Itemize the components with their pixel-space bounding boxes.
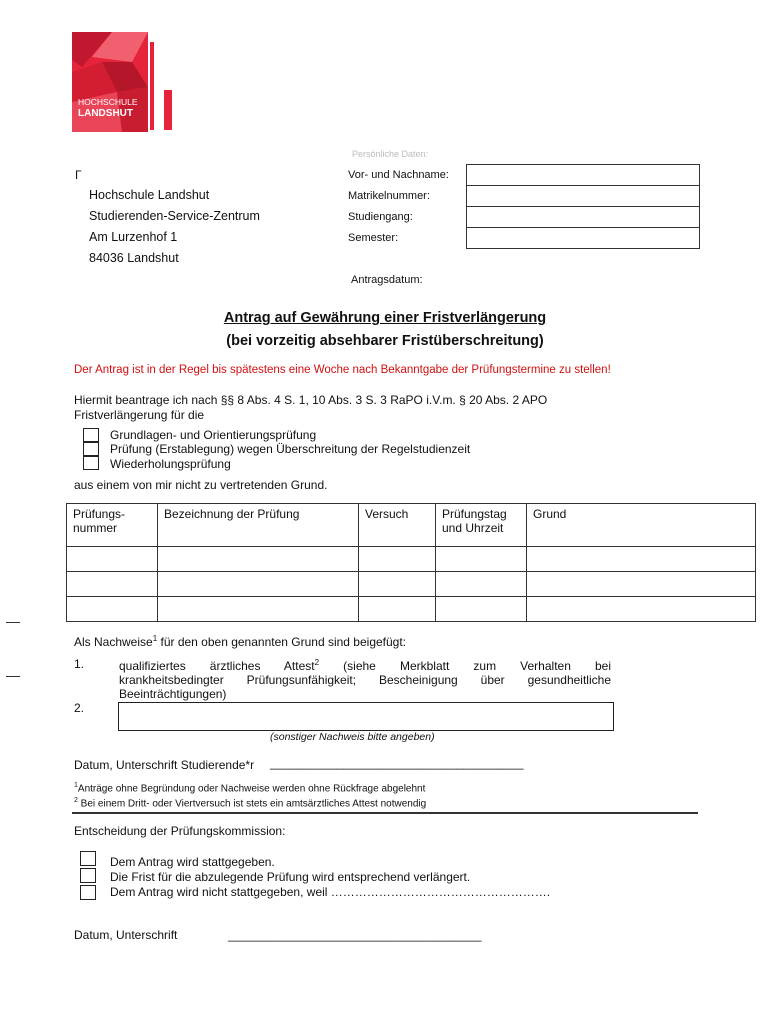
hochschule-landshut-logo: [72, 32, 174, 132]
header-exam-date-line2: und Uhrzeit: [442, 521, 504, 535]
table-cell[interactable]: [527, 597, 756, 622]
checkbox-extended[interactable]: [80, 868, 96, 883]
checkbox-rejected[interactable]: [80, 885, 96, 900]
decision-option-approved: Dem Antrag wird stattgegeben.: [110, 855, 275, 869]
evidence-item1-line1: [119, 656, 611, 673]
checkbox-orientation-exam[interactable]: [83, 428, 99, 442]
request-line-2: Fristverlängerung für die: [74, 408, 205, 422]
personal-row-semester: [344, 228, 700, 249]
header-exam-title: Bezeichnung der Prüfung: [158, 504, 359, 547]
table-row: [67, 597, 756, 622]
table-cell[interactable]: [158, 572, 359, 597]
fold-mark-1: [6, 622, 20, 623]
address-line-3: Am Lurzenhof 1: [89, 230, 178, 244]
evidence-item1-footnote-ref: 2: [314, 658, 320, 667]
address-corner-mark: Γ: [75, 168, 82, 182]
commission-signature-line[interactable]: ______________________________________: [228, 928, 482, 942]
decision-option-extended: Die Frist für die abzulegende Prüfung wird entsprechend verlängert.: [110, 870, 471, 884]
header-exam-number-line1: Prüfungs-: [73, 507, 126, 521]
logo-text-1: HOCHSCHULE: [78, 97, 138, 107]
table-row: [67, 572, 756, 597]
option-first-attempt: Prüfung (Erstablegung) wegen Überschreitung der Regelstudienzeit: [110, 442, 471, 456]
table-cell[interactable]: [158, 597, 359, 622]
header-exam-date-line1: Prüfungstag: [442, 507, 507, 521]
matrikel-label: Matrikelnummer:: [348, 190, 430, 202]
studiengang-label: Studiengang:: [348, 211, 413, 223]
studiengang-field[interactable]: [467, 207, 700, 228]
evidence-item1-text: [119, 656, 611, 701]
form-title: Antrag auf Gewährung einer Fristverlängerung: [223, 310, 547, 326]
evidence-item2-number: 2.: [74, 701, 85, 715]
checkbox-approved[interactable]: [80, 851, 96, 866]
checkbox-repeat-exam[interactable]: [83, 456, 99, 470]
decision-title: Entscheidung der Prüfungskommission:: [74, 824, 286, 838]
evidence-intro-text: Als Nachweise: [74, 635, 153, 649]
footnote-2-number: 2: [74, 797, 78, 804]
personal-row-matrikel: [344, 186, 700, 207]
evidence-intro-footnote-ref: 1: [152, 634, 158, 643]
table-row: [67, 547, 756, 572]
name-field[interactable]: [467, 165, 700, 186]
application-date-label: Antragsdatum:: [351, 274, 423, 286]
evidence-item1-line2: krankheitsbedingter Prüfungsunfähigkeit; Bescheinigung über gesundheitliche: [119, 673, 611, 687]
personal-row-name: [344, 165, 700, 186]
deadline-notice: Der Antrag ist in der Regel bis spätestens eine Woche nach Bekanntgabe der Prüfungstermine zu stellen!: [74, 364, 611, 376]
decision-option-rejected: Dem Antrag wird nicht stattgegeben, weil ……………………………………………….: [110, 885, 551, 899]
student-signature-line[interactable]: ______________________________________: [270, 756, 524, 770]
personal-data-header: Persönliche Daten:: [352, 149, 429, 159]
header-reason: Grund: [527, 504, 756, 547]
evidence-item1-line1-a: qualifiziertes ärztliches Attest: [119, 659, 315, 673]
table-cell[interactable]: [436, 572, 527, 597]
table-cell[interactable]: [158, 547, 359, 572]
header-exam-number-line2: nummer: [73, 521, 118, 535]
form-subtitle: (bei vorzeitig absehbarer Fristüberschreitung): [226, 333, 544, 349]
option-repeat-exam: Wiederholungsprüfung: [110, 457, 231, 471]
table-cell[interactable]: [67, 547, 158, 572]
exam-table: [66, 503, 756, 622]
evidence-intro-text-2: für den oben genannten Grund sind beigefügt:: [157, 635, 407, 649]
logo-text-2: LANDSHUT: [78, 108, 133, 119]
table-cell[interactable]: [359, 547, 436, 572]
header-attempt: Versuch: [359, 504, 436, 547]
student-signature-label: Datum, Unterschrift Studierende*r: [74, 758, 255, 772]
reason-text: aus einem von mir nicht zu vertretenden Grund.: [74, 478, 328, 492]
table-cell[interactable]: [67, 572, 158, 597]
personal-row-studiengang: [344, 207, 700, 228]
evidence-intro: [74, 634, 406, 649]
footnote-1-number: 1: [74, 782, 78, 789]
table-cell[interactable]: [359, 597, 436, 622]
request-line-1: Hiermit beantrage ich nach §§ 8 Abs. 4 S. 1, 10 Abs. 3 S. 3 RaPO i.V.m. § 20 Abs. 2 APO: [74, 393, 548, 407]
header-exam-date: [436, 504, 527, 547]
other-evidence-input[interactable]: [118, 702, 614, 731]
footnote-2-text: Bei einem Dritt- oder Viertversuch ist stets ein amtsärztliches Attest notwendig: [77, 798, 427, 810]
table-cell[interactable]: [527, 572, 756, 597]
table-cell[interactable]: [436, 597, 527, 622]
exam-table-header: [67, 504, 756, 547]
evidence-item1-number: 1.: [74, 657, 85, 671]
footnote-1-text: Anträge ohne Begründung oder Nachweise werden ohne Rückfrage abgelehnt: [77, 783, 426, 795]
checkbox-first-attempt[interactable]: [83, 442, 99, 456]
matrikel-field[interactable]: [467, 186, 700, 207]
table-cell[interactable]: [359, 572, 436, 597]
semester-label: Semester:: [348, 232, 399, 244]
table-cell[interactable]: [67, 597, 158, 622]
footnote-1: [74, 782, 425, 794]
personal-data-table: [344, 164, 700, 249]
option-orientation-exam: Grundlagen- und Orientierungsprüfung: [110, 428, 317, 442]
evidence-item1-line3: Beeinträchtigungen): [119, 687, 227, 701]
other-evidence-caption: (sonstiger Nachweis bitte angeben): [270, 731, 435, 743]
table-cell[interactable]: [527, 547, 756, 572]
address-line-1: Hochschule Landshut: [89, 188, 210, 202]
evidence-item1-line1-b: (siehe Merkblatt zum Verhalten bei: [319, 659, 611, 673]
commission-signature-label: Datum, Unterschrift: [74, 928, 178, 942]
fold-mark-2: [6, 676, 20, 677]
address-line-2: Studierenden-Service-Zentrum: [89, 209, 260, 223]
semester-field[interactable]: [467, 228, 700, 249]
header-exam-number: [67, 504, 158, 547]
table-cell[interactable]: [436, 547, 527, 572]
name-label: Vor- und Nachname:: [348, 169, 449, 181]
address-line-4: 84036 Landshut: [89, 251, 179, 265]
section-divider: [72, 812, 698, 814]
footnote-2: [74, 797, 426, 809]
recipient-address: [89, 185, 260, 269]
